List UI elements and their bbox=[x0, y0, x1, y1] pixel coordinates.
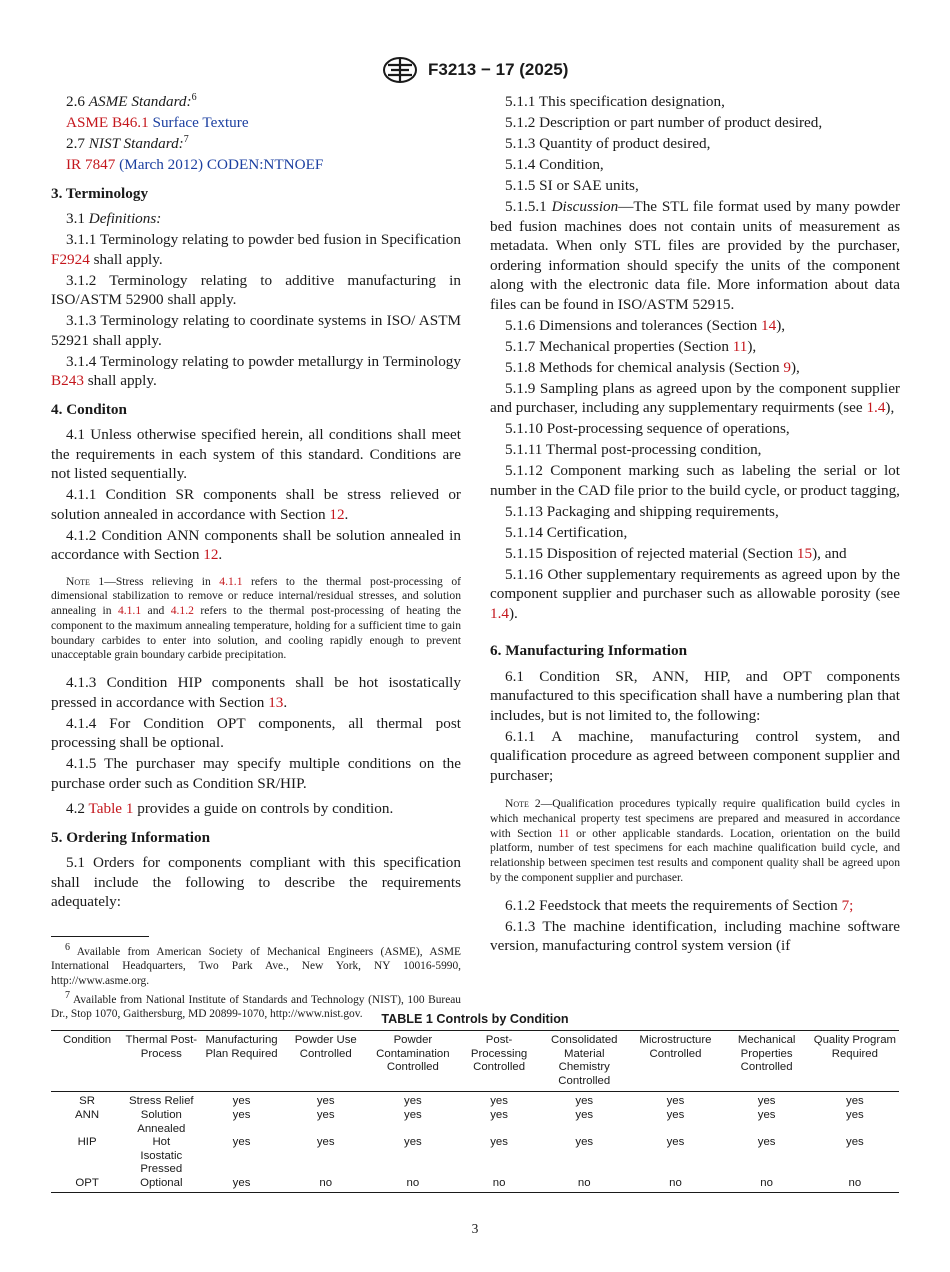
nist-code-link[interactable]: IR 7847 bbox=[66, 156, 116, 173]
clause-text: 6.1.2 Feedstock that meets the requirements of Section bbox=[505, 896, 842, 914]
table-cell: Stress Relief bbox=[129, 1095, 194, 1108]
section-3-1 bbox=[51, 209, 461, 229]
table-row bbox=[51, 1177, 899, 1192]
clause-text: ), bbox=[790, 358, 800, 376]
clause-text: 4.2 bbox=[66, 800, 89, 818]
note-label: Note 1 bbox=[66, 574, 105, 588]
section-5-1-5: 5.1.5 SI or SAE units, bbox=[505, 177, 639, 194]
note-text: or other applicable standards. Location, orientation on the build platform, number of test specimens for each machine qualification build cycle, and relationship between specimen test results and component quality shall be agreed upon by the component supplier and purchaser. bbox=[490, 826, 901, 884]
table-cell: yes bbox=[404, 1136, 422, 1149]
clause-text: 5.1.6 Dimensions and tolerances (Section bbox=[505, 316, 762, 334]
table-cell: yes bbox=[404, 1095, 422, 1108]
clause-title: ASME Standard: bbox=[88, 93, 192, 110]
table-header-cell: Condition bbox=[63, 1034, 112, 1046]
note-label: Note 2 bbox=[505, 797, 541, 810]
section-7-link[interactable]: 7; bbox=[841, 896, 854, 914]
footnote-ref[interactable]: 6 bbox=[191, 91, 197, 103]
section-11-link[interactable]: 11 bbox=[558, 826, 570, 840]
table-cell: no bbox=[492, 1176, 506, 1189]
page-number: 3 bbox=[471, 1221, 479, 1236]
table-cell: yes bbox=[757, 1095, 776, 1108]
table-cell: SR bbox=[79, 1095, 95, 1108]
table-cell: no bbox=[406, 1176, 420, 1189]
clause-text: 3.1.4 Terminology relating to powder metallurgy in Terminology bbox=[66, 352, 461, 370]
table-cell: no bbox=[848, 1176, 862, 1189]
standard-designation: F3213 − 17 (2025) bbox=[428, 60, 569, 79]
clause-text: 3.1.1 Terminology relating to powder bed fusion in Specification bbox=[66, 231, 461, 248]
section-5-1-1: 5.1.1 This specification designation, bbox=[505, 93, 725, 110]
section-5-1-4: 5.1.4 Condition, bbox=[505, 156, 604, 173]
section-5-1-13: 5.1.13 Packaging and shipping requirements, bbox=[505, 502, 779, 520]
section-4-1-4: 4.1.4 For Condition OPT components, all thermal post processing shall be optional. bbox=[51, 714, 461, 752]
clause-text: ), bbox=[776, 316, 786, 334]
table-header-cell: Quality Program Required bbox=[813, 1034, 897, 1060]
section-5-1-11: 5.1.11 Thermal post-processing condition, bbox=[505, 441, 762, 458]
section-5-1-6 bbox=[490, 316, 900, 336]
b243-link[interactable]: B243 bbox=[51, 372, 84, 389]
table-cell: yes bbox=[232, 1136, 251, 1149]
section-2-6 bbox=[51, 92, 461, 112]
page-header bbox=[0, 56, 950, 84]
section-14-link[interactable]: 14 bbox=[761, 316, 777, 334]
table-cell: yes bbox=[490, 1136, 508, 1149]
clause-text: 5.1.9 Sampling plans as agreed upon by the component supplier and purchaser, including any supplementary requirments (see bbox=[490, 379, 900, 416]
table-cell: yes bbox=[757, 1108, 776, 1121]
note-1 bbox=[51, 575, 461, 664]
section-3-heading: 3. Terminology bbox=[51, 184, 149, 202]
clause-text: 5.1.7 Mechanical properties (Section bbox=[505, 337, 733, 355]
clause-text: 5.1.8 Methods for chemical analysis (Section bbox=[505, 358, 784, 376]
table-cell: no bbox=[669, 1176, 682, 1189]
clause-text: shall apply. bbox=[89, 250, 163, 268]
clause-text: —The STL file format used by many powder bed fusion machines does not contain units of measurement as metadata. When only STL files are provided by the purchaser, ordering information should specify the units of the component along with the electronic data file. More information about data files can be found in ISO/ASTM 52915. bbox=[490, 198, 901, 313]
table-header-cell: Consolidated Material Chemistry Controlled bbox=[551, 1034, 618, 1087]
section-5-1-9 bbox=[490, 379, 900, 418]
table-cell: yes bbox=[846, 1136, 864, 1149]
table-cell: Hot Isostatic Pressed bbox=[140, 1136, 183, 1176]
section-11-link[interactable]: 11 bbox=[732, 337, 748, 355]
table-cell: yes bbox=[490, 1095, 508, 1108]
table-cell: yes bbox=[666, 1136, 685, 1149]
table-row bbox=[51, 1109, 899, 1136]
asme-title-link[interactable]: Surface Texture bbox=[152, 114, 249, 131]
table-cell: Optional bbox=[140, 1176, 183, 1189]
footnote-divider bbox=[51, 936, 149, 937]
clause-text: ), bbox=[885, 399, 895, 416]
note-text: refers to the thermal post-processing of dimensional stabilization to remove or reduce internal/residual stresses, and solution annealing in bbox=[51, 574, 461, 618]
table-cell: Solution Annealed bbox=[137, 1108, 186, 1135]
section-5-1-15 bbox=[490, 544, 900, 564]
table-cell: yes bbox=[846, 1095, 864, 1108]
note-text: and bbox=[141, 604, 171, 618]
section-4-1-5: 4.1.5 The purchaser may specify multiple conditions on the purchase order such as Condition SR/HIP. bbox=[51, 755, 461, 792]
section-12-link[interactable]: 12 bbox=[329, 505, 345, 523]
clause-1-4-link[interactable]: 1.4 bbox=[866, 399, 886, 416]
table-header-cell: Manufacturing Plan Required bbox=[205, 1034, 278, 1060]
clause-text: ). bbox=[508, 604, 518, 622]
footnote-ref[interactable]: 7 bbox=[183, 133, 189, 145]
clause-text: ), and bbox=[812, 544, 847, 562]
table-cell: yes bbox=[846, 1108, 864, 1121]
clause-4-1-1-link[interactable]: 4.1.1 bbox=[117, 604, 142, 618]
section-6-1-1: 6.1.1 A machine, manufacturing control system, and qualification procedure as agreed between component supplier and purchaser; bbox=[490, 727, 900, 784]
table-header-cell: Microstructure Controlled bbox=[639, 1034, 712, 1060]
clause-text: . bbox=[283, 693, 288, 711]
section-4-1-3 bbox=[51, 673, 461, 712]
section-6-1: 6.1 Condition SR, ANN, HIP, and OPT components manufactured to this specification shall have a numbering plan that includes, but is not limited to, the following: bbox=[490, 667, 900, 724]
section-5-1-2: 5.1.2 Description or part number of product desired, bbox=[505, 114, 823, 131]
clause-title: Discussion bbox=[551, 198, 619, 215]
section-5-1-16 bbox=[490, 565, 900, 624]
footnote-number: 7 bbox=[65, 989, 70, 1001]
table-header-cell: Powder Use Controlled bbox=[294, 1034, 357, 1060]
section-2-7 bbox=[51, 134, 461, 154]
section-5-1-14: 5.1.14 Certification, bbox=[505, 523, 628, 541]
section-4-1-2 bbox=[51, 526, 461, 565]
clause-4-1-1-link[interactable]: 4.1.1 bbox=[219, 574, 243, 588]
asme-code-link[interactable]: ASME B46.1 bbox=[66, 114, 149, 131]
section-5-1-12: 5.1.12 Component marking such as labeling the serial or lot number in the CAD file prior to the build cycle, or product tagging, bbox=[490, 462, 900, 499]
clause-text: 5.1.16 Other supplementary requirements as agreed upon by the component supplier and purchaser such as allowable porosity (see bbox=[490, 565, 900, 602]
section-6-1-2 bbox=[490, 896, 900, 916]
section-4-1: 4.1 Unless otherwise specified herein, all conditions shall meet the requirements in each system of this standard. Conditions are not listed sequentially. bbox=[51, 426, 461, 482]
section-4-heading: 4. Conditon bbox=[51, 400, 127, 418]
table-cell: no bbox=[319, 1176, 333, 1189]
table-cell: yes bbox=[666, 1108, 685, 1121]
table-title: TABLE 1 Controls by Condition bbox=[381, 1012, 569, 1026]
asme-reference-link[interactable] bbox=[51, 113, 461, 133]
nist-title-link[interactable]: (March 2012) CODEN:NTNOEF bbox=[119, 156, 324, 173]
nist-reference-link[interactable] bbox=[51, 155, 461, 175]
table-cell: yes bbox=[232, 1108, 251, 1121]
section-5-1: 5.1 Orders for components compliant with this specification shall include the following to describe the requirements adequately: bbox=[51, 854, 461, 911]
clause-text: 4.1.2 Condition ANN components shall be solution annealed in accordance with Section bbox=[51, 526, 461, 563]
table-cell: yes bbox=[232, 1095, 251, 1108]
clause-number: 5.1.5.1 bbox=[505, 198, 547, 215]
table-1 bbox=[51, 1012, 899, 1193]
table-header-cell: Post-Processing Controlled bbox=[470, 1034, 528, 1074]
table-1-link[interactable]: Table 1 bbox=[88, 800, 134, 818]
section-4-2 bbox=[51, 799, 461, 819]
controls-table bbox=[51, 1030, 899, 1193]
table-cell: HIP bbox=[77, 1136, 97, 1149]
section-3-1-4 bbox=[51, 352, 461, 391]
section-5-1-8 bbox=[490, 358, 900, 378]
clause-text: ), bbox=[747, 337, 757, 355]
section-12-link[interactable]: 12 bbox=[203, 546, 219, 563]
note-2 bbox=[490, 797, 900, 886]
table-header-cell: Powder Contamination Controlled bbox=[376, 1034, 450, 1074]
table-cell: yes bbox=[666, 1095, 685, 1108]
clause-text: . bbox=[218, 546, 223, 563]
clause-text: 5.1.15 Disposition of rejected material (Section bbox=[505, 544, 797, 562]
astm-logo-icon bbox=[382, 56, 418, 84]
table-cell: yes bbox=[575, 1136, 594, 1149]
table-cell: yes bbox=[757, 1136, 776, 1149]
table-cell: yes bbox=[575, 1108, 594, 1121]
table-cell: yes bbox=[316, 1108, 335, 1121]
note-text: refers to the thermal post-processing of heating the component to the maximum annealing temperature, holding for a sufficient time to gain boundary carbides to enter into solution, and cooling rapidly enough to prevent unacceptable grain boundary carbide precipitation. bbox=[51, 604, 461, 662]
section-6-heading: 6. Manufacturing Information bbox=[490, 642, 688, 659]
section-15-link[interactable]: 15 bbox=[796, 544, 813, 562]
left-column bbox=[51, 92, 461, 1026]
footnote-text: Available from American Society of Mechanical Engineers (ASME), ASME International Headquarters, Two Park Ave., New York, NY 10016-5990, http://www.asme.org. bbox=[51, 945, 461, 987]
table-header-row bbox=[51, 1031, 899, 1092]
section-5-1-7 bbox=[490, 337, 900, 357]
clause-1-4-link[interactable]: 1.4 bbox=[490, 604, 509, 622]
clause-text: 4.1.1 Condition SR components shall be stress relieved or solution annealed in accordance with Section bbox=[51, 486, 461, 523]
table-row bbox=[51, 1136, 899, 1177]
table-cell: yes bbox=[316, 1095, 335, 1108]
section-5-1-10: 5.1.10 Post-processing sequence of operations, bbox=[505, 420, 790, 437]
clause-title: NIST Standard: bbox=[88, 135, 184, 152]
f2924-link[interactable]: F2924 bbox=[51, 250, 90, 268]
section-13-link[interactable]: 13 bbox=[268, 693, 284, 711]
footnote-text: Available from National Institute of Standards and Technology (NIST), 100 Bureau Dr., Stop 1070, Gaithersburg, MD 20899-1070, http://www.nist.gov. bbox=[51, 993, 461, 1021]
section-5-1-3: 5.1.3 Quantity of product desired, bbox=[505, 135, 711, 152]
clause-text: provides a guide on controls by condition. bbox=[133, 800, 394, 818]
table-cell: ANN bbox=[75, 1108, 100, 1121]
section-9-link[interactable]: 9 bbox=[783, 358, 791, 376]
section-3-1-3: 3.1.3 Terminology relating to coordinate systems in ISO/ ASTM 52921 shall apply. bbox=[51, 312, 461, 349]
right-column bbox=[490, 92, 900, 957]
footnote-number: 6 bbox=[65, 941, 70, 953]
table-cell: no bbox=[760, 1176, 773, 1189]
footnote-6 bbox=[51, 941, 461, 989]
clause-4-1-2-link[interactable]: 4.1.2 bbox=[170, 604, 194, 618]
table-row bbox=[51, 1092, 899, 1109]
clause-text: shall apply. bbox=[83, 372, 157, 389]
clause-number: 3.1 bbox=[66, 210, 85, 227]
table-cell: yes bbox=[575, 1095, 594, 1108]
table-cell: yes bbox=[404, 1108, 422, 1121]
section-4-1-1 bbox=[51, 485, 461, 524]
table-header-cell: Mechanical Properties Controlled bbox=[737, 1034, 796, 1074]
note-text: —Qualification procedures typically require qualification build cycles in which mechanical property test specimens are prepared and measured in accordance with Section bbox=[490, 797, 900, 840]
section-5-1-5-1 bbox=[490, 197, 900, 314]
section-3-1-1 bbox=[51, 230, 461, 269]
clause-text: . bbox=[344, 505, 349, 523]
note-text: —Stress relieving in bbox=[104, 574, 220, 588]
table-cell: yes bbox=[232, 1176, 251, 1189]
table-cell: OPT bbox=[75, 1176, 99, 1189]
section-6-1-3: 6.1.3 The machine identification, including machine software version, manufacturing control system version (if bbox=[490, 917, 900, 955]
section-5-heading: 5. Ordering Information bbox=[51, 828, 211, 846]
table-cell: no bbox=[577, 1176, 591, 1189]
clause-text: 4.1.3 Condition HIP components shall be hot isostatically pressed in accordance with Section bbox=[51, 674, 461, 711]
table-cell: yes bbox=[490, 1108, 508, 1121]
clause-number: 2.7 bbox=[66, 135, 85, 152]
clause-number: 2.6 bbox=[66, 93, 85, 110]
table-header-cell: Thermal Post-Process bbox=[125, 1034, 198, 1060]
section-3-1-2: 3.1.2 Terminology relating to additive manufacturing in ISO/ASTM 52900 shall apply. bbox=[51, 271, 461, 308]
clause-title: Definitions: bbox=[88, 210, 162, 227]
table-cell: yes bbox=[316, 1136, 335, 1149]
